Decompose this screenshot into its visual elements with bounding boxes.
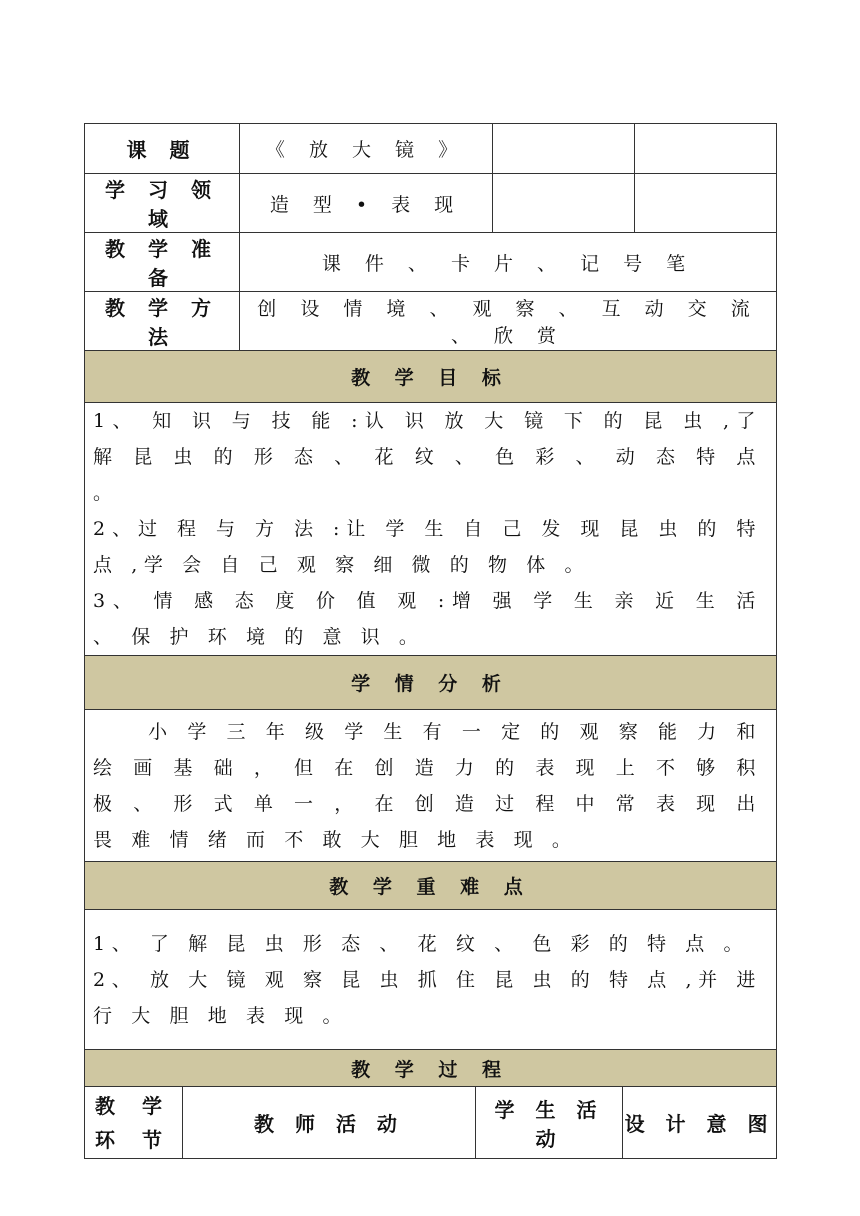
topic-label: 课 题 <box>85 124 240 174</box>
empty-cell <box>493 124 635 174</box>
goal-item: 2、过 程 与 方 法 :让 学 生 自 己 发 现 昆 虫 的 特 点 ,学 会 自 己 观 察 细 微 的 物 体 。 <box>93 518 762 576</box>
process-title: 教 学 过 程 <box>85 1050 777 1087</box>
analysis-text: 小 学 三 年 级 学 生 有 一 定 的 观 察 能 力 和 绘 画 基 础 ， 但 在 创 造 力 的 表 现 上 不 够 积 极 、 形 式 单 一 ， 在 创 造 过 程 中 常 表 现 出 畏 难 情 绪 而 不 敢 大 胆 地 表 现 。 <box>93 720 762 851</box>
analysis-body-row <box>85 710 777 862</box>
goal-item: 3、 情 感 态 度 价 值 观 :增 强 学 生 亲 近 生 活 、 保 护 环 境 的 意 识 。 <box>93 590 762 648</box>
empty-cell <box>635 124 777 174</box>
lesson-info-table <box>84 123 777 1050</box>
method-row <box>85 292 777 351</box>
empty-cell <box>635 174 777 233</box>
lesson-plan-sheet <box>84 123 776 1159</box>
topic-row <box>85 124 777 174</box>
goals-body-row <box>85 403 777 656</box>
goals-content <box>85 403 777 656</box>
col-student: 学 生 活 动 <box>476 1087 623 1159</box>
method-value: 创 设 情 境 、 观 察 、 互 动 交 流 、 欣 赏 <box>240 292 777 351</box>
prep-value: 课 件 、 卡 片 、 记 号 笔 <box>240 233 777 292</box>
goals-header-row <box>85 351 777 403</box>
field-row <box>85 174 777 233</box>
col-intent: 设 计 意 图 <box>623 1087 777 1159</box>
keypoints-title: 教 学 重 难 点 <box>85 862 777 910</box>
col-teacher: 教 师 活 动 <box>183 1087 476 1159</box>
process-header-row <box>85 1050 777 1087</box>
col-stage-line2: 环 节 <box>95 1127 172 1152</box>
method-label: 教 学 方 法 <box>85 292 240 351</box>
empty-cell <box>493 174 635 233</box>
goals-title: 教 学 目 标 <box>85 351 777 403</box>
process-table <box>84 1049 777 1159</box>
keypoints-header-row <box>85 862 777 910</box>
analysis-title: 学 情 分 析 <box>85 656 777 710</box>
keypoint-item: 2、 放 大 镜 观 察 昆 虫 抓 住 昆 虫 的 特 点 ,并 进 行 大 胆 地 表 现 。 <box>93 968 762 1027</box>
col-stage-line1: 教 学 <box>95 1093 172 1118</box>
col-stage <box>85 1087 183 1159</box>
prep-label: 教 学 准 备 <box>85 233 240 292</box>
topic-value: 《 放 大 镜 》 <box>240 124 493 174</box>
keypoint-item: 1、 了 解 昆 虫 形 态 、 花 纹 、 色 彩 的 特 点 。 <box>93 932 750 955</box>
analysis-content <box>85 710 777 862</box>
field-value: 造 型 • 表 现 <box>240 174 493 233</box>
prep-row <box>85 233 777 292</box>
process-columns-row <box>85 1087 777 1159</box>
analysis-header-row <box>85 656 777 710</box>
keypoints-content <box>85 910 777 1050</box>
goal-item: 1、 知 识 与 技 能 :认 识 放 大 镜 下 的 昆 虫 ,了 解 昆 虫 的 形 态 、 花 纹 、 色 彩 、 动 态 特 点 。 <box>93 410 762 504</box>
field-label: 学 习 领 域 <box>85 174 240 233</box>
keypoints-body-row <box>85 910 777 1050</box>
